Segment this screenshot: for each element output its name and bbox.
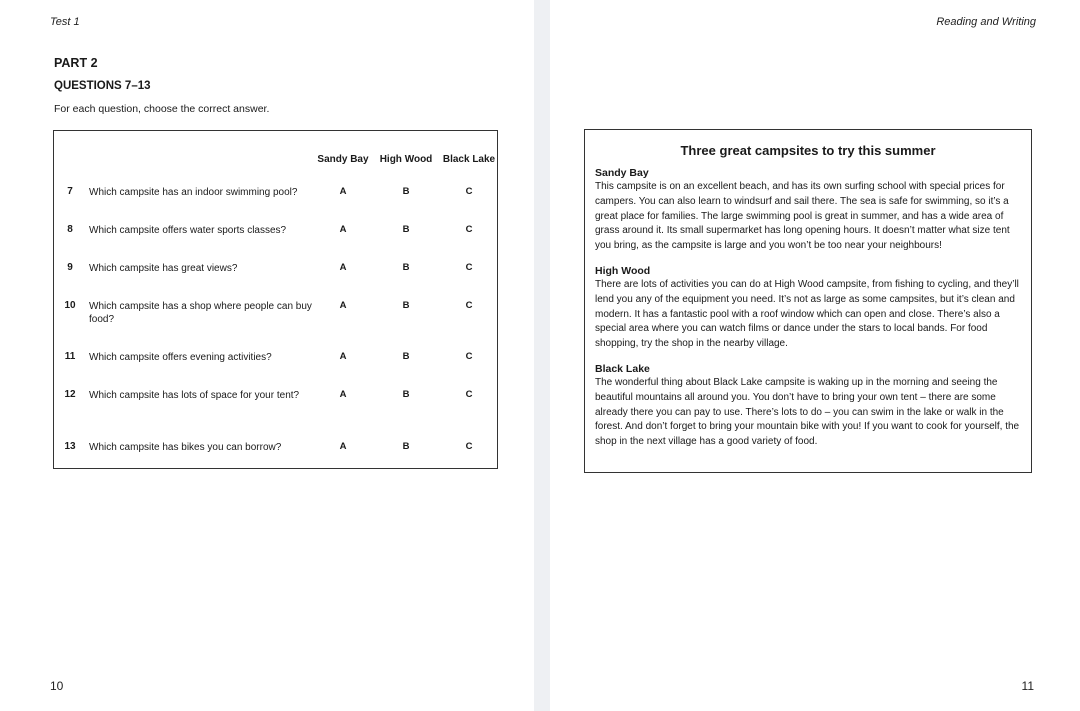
question-text: Which campsite offers water sports classes? (89, 225, 287, 236)
option-c[interactable]: C (465, 262, 473, 273)
instruction: For each question, choose the correct answer. (54, 103, 270, 115)
part-title: PART 2 (54, 56, 98, 70)
option-b[interactable]: B (402, 441, 410, 452)
option-a[interactable]: A (339, 300, 347, 311)
section-title-black-lake: Black Lake (595, 362, 650, 375)
question-number: 7 (67, 186, 73, 197)
option-b[interactable]: B (402, 224, 410, 235)
question-text: Which campsite has an indoor swimming pool? (89, 187, 298, 198)
question-number: 13 (64, 441, 76, 452)
option-b[interactable]: B (402, 262, 410, 273)
questions-range: QUESTIONS 7–13 (54, 80, 151, 92)
running-head-left: Test 1 (50, 16, 80, 28)
option-c[interactable]: C (465, 300, 473, 311)
question-number: 9 (67, 262, 73, 273)
option-c[interactable]: C (465, 186, 473, 197)
section-title-high-wood: High Wood (595, 264, 651, 277)
option-c[interactable]: C (465, 441, 473, 452)
section-title-sandy-bay: Sandy Bay (595, 167, 649, 179)
right-page (550, 0, 1080, 711)
question-number: 10 (64, 300, 76, 311)
option-a[interactable]: A (339, 262, 347, 273)
column-header-black-lake: Black Lake (442, 154, 496, 165)
question-text: Which campsite has a shop where people can buy food? (89, 301, 312, 325)
option-a[interactable]: A (339, 186, 347, 197)
option-b[interactable]: B (402, 389, 410, 400)
option-a[interactable]: A (339, 351, 347, 362)
option-c[interactable]: C (465, 389, 473, 400)
question-number: 8 (67, 224, 73, 235)
running-head-right: Reading and Writing (936, 16, 1036, 28)
column-header-sandy-bay: Sandy Bay (317, 154, 369, 165)
option-a[interactable]: A (339, 224, 347, 235)
question-text: Which campsite has lots of space for your tent? (89, 390, 300, 401)
question-text: Which campsite has bikes you can borrow? (89, 442, 282, 453)
page-number-right: 11 (1021, 679, 1034, 693)
section-body-black-lake: The wonderful thing about Black Lake campsite is waking up in the morning and seeing the beautiful mountains all around you. You don’t have to bring your own tent – there are some already there you can pay to use. There’s lots to do – you can swim in the lake or walk in the forest. And don’t forget to bring your mountain bike with you! If you want to cook for yourself, the shop in the next village has a good variety of food. (595, 376, 1020, 448)
passage-title: Three great campsites to try this summer (680, 143, 936, 158)
question-number: 12 (64, 389, 76, 400)
option-c[interactable]: C (465, 351, 473, 362)
option-c[interactable]: C (465, 224, 473, 235)
questions-box (53, 130, 498, 469)
page-number-left: 10 (50, 679, 64, 693)
option-b[interactable]: B (402, 351, 410, 362)
question-text: Which campsite offers evening activities? (89, 352, 272, 363)
option-b[interactable]: B (402, 186, 410, 197)
column-header-high-wood: High Wood (379, 154, 433, 165)
option-a[interactable]: A (339, 441, 347, 452)
question-number: 11 (64, 351, 76, 362)
section-body-sandy-bay: This campsite is on an excellent beach, and has its own surfing school with special prices for campers. You can also learn to windsurf and sail there. The sea is safe for swimming, so it’s a great place for families. The large swimming pool is great in summer, and has a wide area of grass around it. Its small supermarket has long opening hours. It doesn’t matter what size tent you bring, as the campsite is large and you won’t be too near your neighbours! (595, 181, 1010, 252)
option-b[interactable]: B (402, 300, 410, 311)
reading-passage-box (584, 129, 1032, 473)
option-a[interactable]: A (339, 389, 347, 400)
question-text: Which campsite has great views? (89, 263, 238, 274)
section-body-high-wood: There are lots of activities you can do at High Wood campsite, from fishing to cycling, and they’ll lend you any of the equipment you need. It’s not as large as some campsites, but it’s clean and modern. It has a fantastic pool with a roof window which can open and close. There’s also a special area where you can watch films or dance under the stars to local bands. For food shopping, try the shop in the nearby village. (595, 278, 1019, 350)
left-page (0, 0, 534, 711)
